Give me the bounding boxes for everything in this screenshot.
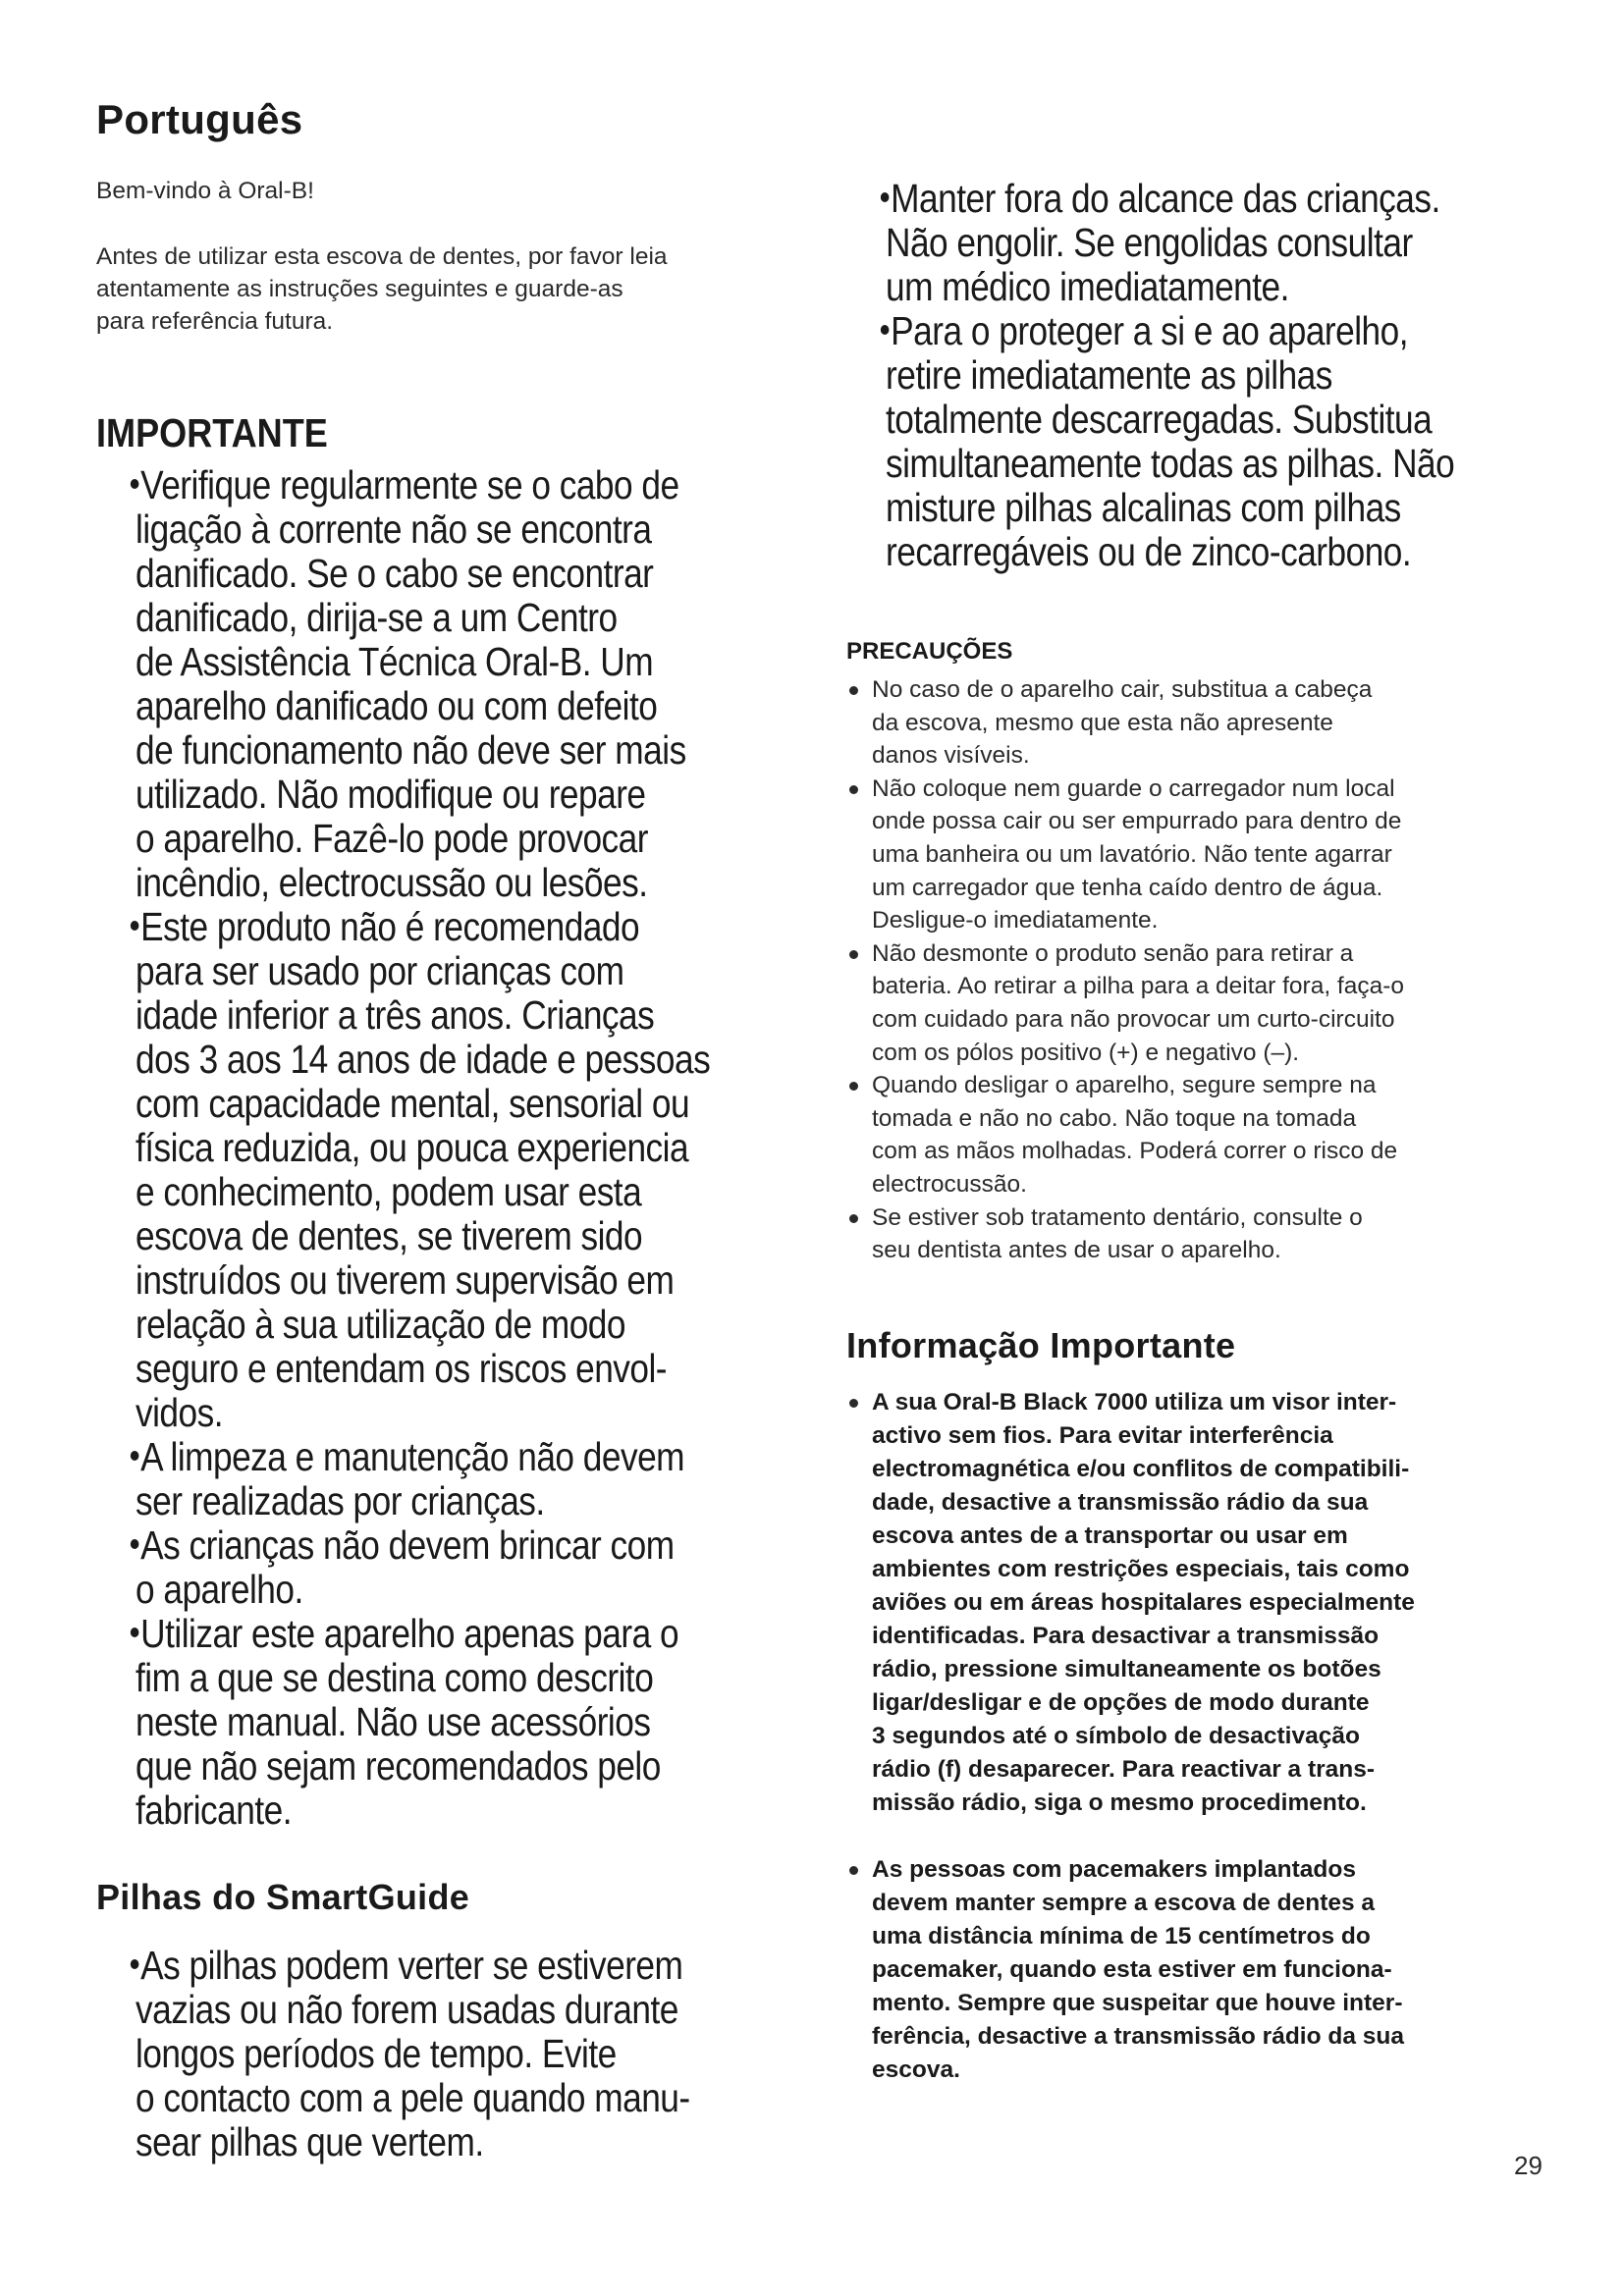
warning-text: retire imediatamente as pilhas (886, 352, 1332, 398)
list-item-line: rádio, pressione simultaneamente os botões (872, 1656, 1381, 1682)
list-item-line: devem manter sempre a escova de dentes a (872, 1890, 1376, 1916)
list-item-line: um carregador que tenha caído dentro de água. (872, 874, 1383, 901)
list-item-line: As pessoas com pacemakers implantados (872, 1856, 1356, 1883)
warning-text: Para o proteger a si e ao aparelho, (891, 308, 1409, 353)
warning-text: longos períodos de tempo. Evite (135, 2031, 617, 2076)
warning-text: para ser usado por crianças com (135, 948, 624, 993)
warning-text: ser realizadas por crianças. (135, 1478, 545, 1523)
list-item-line: missão rádio, siga o mesmo procedimento. (872, 1789, 1367, 1816)
warning-text: idade inferior a três anos. Crianças (135, 992, 655, 1038)
batteries-warnings (135, 1944, 828, 2164)
warning-line (135, 1303, 828, 1347)
warning-text: sear pilhas que vertem. (135, 2119, 484, 2164)
warning-line (135, 1170, 828, 1214)
warning-line (886, 265, 1578, 309)
warning-text: Não engolir. Se engolidas consultar (886, 220, 1413, 265)
warning-line (135, 993, 828, 1038)
list-item (846, 1069, 1404, 1201)
warning-text: As crianças não devem brincar com (140, 1522, 675, 1568)
list-item-line: ligar/desligar e de opções de modo durante (872, 1689, 1370, 1716)
info-list (846, 1386, 1415, 2087)
warning-text: neste manual. Não use acessórios (135, 1699, 651, 1744)
warning-text: simultaneamente todas as pilhas. Não (886, 441, 1455, 486)
warning-text: misture pilhas alcalinas com pilhas (886, 485, 1401, 530)
warning-line (135, 1744, 828, 1789)
list-item (846, 773, 1404, 937)
warning-line (135, 949, 828, 993)
warning-text: que não sejam recomendados pelo (135, 1743, 661, 1789)
bullet-icon (131, 1451, 139, 1461)
bullet-icon (131, 479, 139, 489)
list-item-line: com os pólos positivo (+) e negativo (–). (872, 1039, 1300, 1066)
precautions-heading: PRECAUÇÕES (846, 638, 1013, 665)
warning-line (135, 1038, 828, 1082)
warning-line (135, 463, 828, 507)
warning-line (135, 1612, 828, 1656)
warning-text: um médico imediatamente. (886, 264, 1289, 309)
list-item-line: Não desmonte o produto senão para retirar a (872, 939, 1354, 967)
batteries-heading: Pilhas do SmartGuide (96, 1877, 470, 1917)
list-item-line: activo sem fios. Para evitar interferência (872, 1422, 1333, 1449)
warning-line (135, 1523, 828, 1568)
warning-line (886, 309, 1578, 353)
language-title: Português (96, 96, 303, 142)
warning-text: relação à sua utilização de modo (135, 1302, 626, 1347)
warning-line (886, 486, 1578, 530)
warning-line (135, 1944, 828, 1988)
warning-line (135, 1214, 828, 1258)
list-item-line: identificadas. Para desactivar a transmissão (872, 1623, 1380, 1649)
list-item (846, 1201, 1404, 1267)
bullet-icon (849, 1866, 858, 1875)
list-item-line: danos visíveis. (872, 742, 1030, 770)
list-item-line: Não coloque nem guarde o carregador num local (872, 774, 1395, 802)
warning-line (135, 2076, 828, 2120)
warning-line (135, 1126, 828, 1170)
intro-line: atentamente as instruções seguintes e guarde-as (96, 276, 623, 302)
warning-text: com capacidade mental, sensorial ou (135, 1081, 690, 1126)
warning-line (886, 221, 1578, 265)
list-item-line: Desligue-o imediatamente. (872, 907, 1159, 934)
list-item-line: rádio (f) desaparecer. Para reactivar a trans- (872, 1756, 1376, 1783)
list-item-line: seu dentista antes de usar o aparelho. (872, 1237, 1281, 1264)
bullet-icon (881, 325, 890, 335)
warning-line (135, 1435, 828, 1479)
list-item (846, 1853, 1415, 2087)
battery-safety-warnings (886, 177, 1578, 574)
list-item-line: tomada e não no cabo. Não toque na tomada (872, 1104, 1357, 1132)
warning-text: As pilhas podem verter se estiverem (140, 1943, 683, 1988)
warning-text: danificado. Se o cabo se encontrar (135, 551, 654, 596)
bullet-icon (849, 785, 858, 794)
list-item-line: aviões ou em áreas hospitalares especialmente (872, 1589, 1415, 1616)
important-warnings (135, 463, 828, 1833)
warning-text: fim a que se destina como descrito (135, 1655, 654, 1700)
warning-text: o aparelho. (135, 1567, 303, 1612)
warning-line (135, 684, 828, 728)
warning-text: e conhecimento, podem usar esta (135, 1169, 642, 1214)
warning-text: Utilizar este aparelho apenas para o (140, 1611, 679, 1656)
warning-text: o aparelho. Fazê-lo pode provocar (135, 816, 649, 861)
warning-text: física reduzida, ou pouca experiencia (135, 1125, 689, 1170)
warning-text: totalmente descarregadas. Substitua (886, 397, 1433, 442)
bullet-icon (131, 1959, 139, 1969)
list-item-line: uma distância mínima de 15 centímetros do (872, 1923, 1371, 1949)
list-item-line: Quando desligar o aparelho, segure sempre na (872, 1072, 1377, 1099)
warning-line (135, 773, 828, 817)
page-number: 29 (1514, 2151, 1543, 2180)
list-item-line: pacemaker, quando esta estiver em funciona- (872, 1956, 1392, 1983)
warning-text: A limpeza e manutenção não devem (140, 1434, 685, 1479)
warning-line (135, 1656, 828, 1700)
warning-line (135, 2120, 828, 2164)
bullet-icon (849, 1399, 858, 1408)
warning-line (135, 1789, 828, 1833)
list-item-line: dade, desactive a transmissão rádio da sua (872, 1489, 1369, 1516)
warning-text: recarregáveis ou de zinco-carbono. (886, 529, 1412, 574)
warning-text: vazias ou não forem usadas durante (135, 1987, 678, 2032)
warning-text: de Assistência Técnica Oral-B. Um (135, 639, 654, 684)
warning-text: dos 3 aos 14 anos de idade e pessoas (135, 1037, 711, 1082)
warning-line (135, 728, 828, 773)
precautions-list (846, 673, 1404, 1267)
warning-line (135, 640, 828, 684)
intro-line: Antes de utilizar esta escova de dentes, por favor leia (96, 243, 668, 270)
list-item-line: onde possa cair ou ser empurrado para dentro de (872, 808, 1402, 835)
warning-line (135, 1568, 828, 1612)
bullet-icon (131, 1539, 139, 1549)
list-item-line: uma banheira ou um lavatório. Não tente agarrar (872, 840, 1392, 868)
warning-line (886, 353, 1578, 398)
warning-line (886, 442, 1578, 486)
list-item-line: electrocussão. (872, 1170, 1027, 1198)
warning-line (135, 1479, 828, 1523)
warning-line (135, 817, 828, 861)
warning-text: de funcionamento não deve ser mais (135, 727, 686, 773)
list-item-line: ferência, desactive a transmissão rádio da sua (872, 2023, 1404, 2050)
warning-text: Este produto não é recomendado (140, 904, 640, 949)
warning-line (135, 1347, 828, 1391)
intro-line: para referência futura. (96, 308, 334, 335)
warning-line (135, 552, 828, 596)
warning-line (886, 398, 1578, 442)
list-item-line: A sua Oral-B Black 7000 utiliza um visor inter- (872, 1389, 1397, 1415)
bullet-icon (849, 1214, 858, 1223)
welcome-text: Bem-vindo à Oral-B! (96, 178, 314, 204)
warning-text: seguro e entendam os riscos envol- (135, 1346, 668, 1391)
bullet-icon (131, 1628, 139, 1637)
list-item-line: da escova, mesmo que esta não apresente (872, 709, 1333, 736)
warning-line (886, 530, 1578, 574)
bullet-icon (849, 686, 858, 695)
list-item (846, 937, 1404, 1069)
warning-text: Verifique regularmente se o cabo de (140, 462, 679, 507)
warning-line (135, 905, 828, 949)
list-item-line: mento. Sempre que suspeitar que houve inter- (872, 1990, 1403, 2016)
list-item-line: 3 segundos até o símbolo de desactivação (872, 1723, 1360, 1749)
warning-text: fabricante. (135, 1788, 292, 1833)
list-item-line: escova. (872, 2056, 960, 2083)
bullet-icon (849, 950, 858, 959)
warning-text: incêndio, electrocussão ou lesões. (135, 860, 648, 905)
bullet-icon (849, 1082, 858, 1091)
list-item (846, 1386, 1415, 1820)
warning-line (135, 507, 828, 552)
list-item-line: No caso de o aparelho cair, substitua a cabeça (872, 676, 1373, 703)
warning-line (135, 1391, 828, 1435)
warning-text: Manter fora do alcance das crianças. (891, 176, 1440, 221)
list-item-line: electromagnética e/ou conflitos de compatibili- (872, 1456, 1410, 1482)
warning-line (135, 1988, 828, 2032)
list-item-line: ambientes com restrições especiais, tais como (872, 1556, 1410, 1582)
list-item-line: Se estiver sob tratamento dentário, consulte o (872, 1203, 1363, 1231)
warning-text: aparelho danificado ou com defeito (135, 683, 658, 728)
warning-text: instruídos ou tiverem supervisão em (135, 1257, 675, 1303)
warning-line (135, 1700, 828, 1744)
info-heading: Informação Importante (846, 1325, 1236, 1365)
important-heading: IMPORTANTE (96, 410, 328, 455)
list-item (846, 673, 1404, 773)
warning-line (135, 596, 828, 640)
list-item-line: com as mãos molhadas. Poderá correr o risco de (872, 1138, 1398, 1165)
warning-line (886, 177, 1578, 221)
warning-text: vidos. (135, 1390, 224, 1435)
warning-text: danificado, dirija-se a um Centro (135, 595, 618, 640)
list-item-line: com cuidado para não provocar um curto-circuito (872, 1005, 1395, 1033)
warning-line (135, 2032, 828, 2076)
warning-line (135, 1258, 828, 1303)
list-item-line: escova antes de a transportar ou usar em (872, 1522, 1348, 1549)
warning-text: o contacto com a pele quando manu- (135, 2075, 690, 2120)
bullet-icon (881, 192, 890, 202)
warning-line (135, 1082, 828, 1126)
warning-line (135, 861, 828, 905)
warning-text: utilizado. Não modifique ou repare (135, 772, 646, 817)
list-item-line: bateria. Ao retirar a pilha para a deitar fora, faça-o (872, 973, 1405, 1000)
bullet-icon (131, 921, 139, 931)
warning-text: ligação à corrente não se encontra (135, 507, 652, 552)
intro-paragraph (96, 240, 668, 338)
warning-text: escova de dentes, se tiverem sido (135, 1213, 643, 1258)
